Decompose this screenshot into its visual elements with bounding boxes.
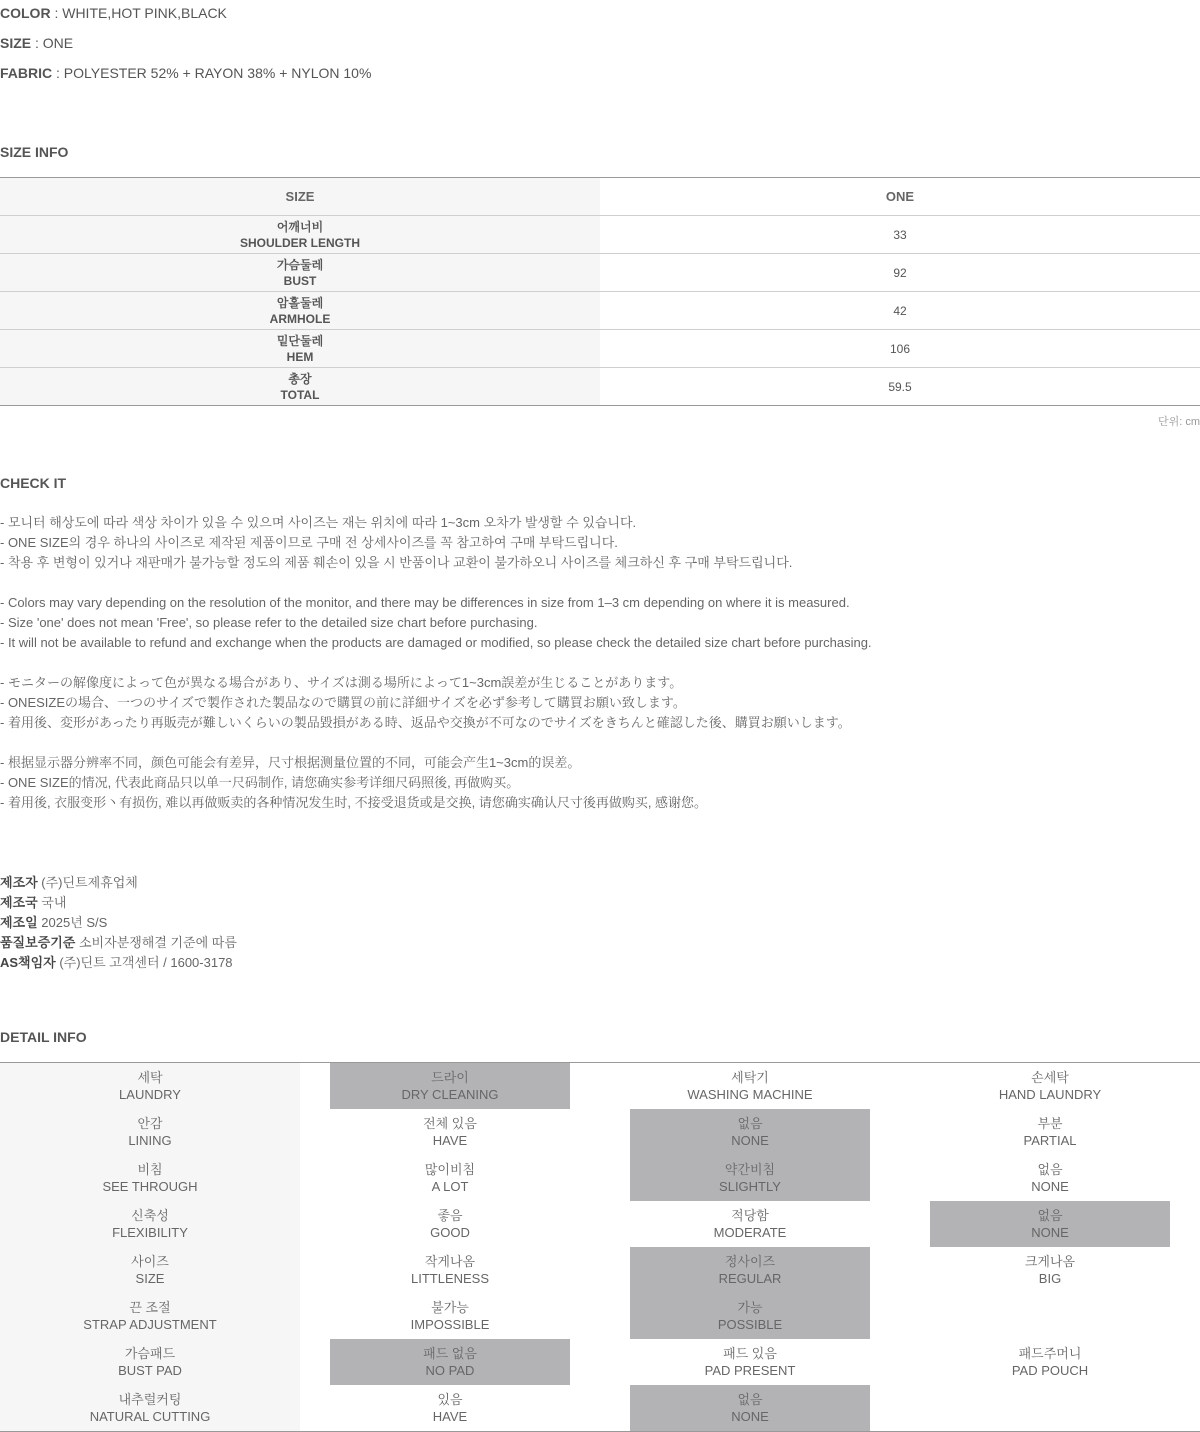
detail-row <box>0 1155 1200 1201</box>
size-header-value: ONE <box>600 178 1200 216</box>
check-it-notes <box>0 513 872 813</box>
maker-label: 제조국 <box>0 895 38 910</box>
detail-option <box>930 1063 1170 1109</box>
option-en: PAD PRESENT <box>704 1363 796 1378</box>
measure-en: TOTAL <box>280 387 320 402</box>
measure-value: 33 <box>600 216 1200 254</box>
note-line: - モニターの解像度によって色が異なる場合があり、サイズは測る場所によって1~3cm誤差が生じることがあります。 <box>0 675 683 690</box>
note-line: - 根据显示器分辨率不同，颜色可能会有差异，尺寸根据测量位置的不同，可能会产生1~3cm的误差。 <box>0 755 581 770</box>
measure-ko: 암홀둘레 <box>276 295 324 310</box>
detail-label <box>0 1201 300 1247</box>
detail-label-en: LAUNDRY <box>119 1087 181 1102</box>
measure-label <box>0 216 600 254</box>
spec-label: COLOR <box>0 5 51 21</box>
note-line: - 着用後、変形があったり再販売が難しいくらいの製品毀損がある時、返品や交換が不可なのでサイズをきちんと確認した後、購買お願いします。 <box>0 715 851 730</box>
note-line: - Colors may vary depending on the resolution of the monitor, and there may be differences in size from 1–3 cm depending on where it is measured. <box>0 595 850 610</box>
spec-label: SIZE <box>0 35 32 51</box>
option-ko: 없음 <box>737 1392 763 1407</box>
detail-label-en: NATURAL CUTTING <box>89 1409 211 1424</box>
size-table <box>0 177 1200 406</box>
detail-label-en: LINING <box>128 1133 172 1148</box>
detail-label-ko: 사이즈 <box>131 1254 169 1269</box>
detail-row <box>0 1339 1200 1385</box>
option-ko: 많이비침 <box>424 1162 476 1177</box>
detail-option <box>930 1247 1170 1293</box>
detail-label <box>0 1155 300 1201</box>
maker-value: 소비자분쟁해결 기준에 따름 <box>75 935 237 950</box>
maker-value: (주)딘트제휴업체 <box>37 875 138 890</box>
detail-row <box>0 1109 1200 1155</box>
option-en: LITTLENESS <box>410 1271 490 1286</box>
option-ko: 세탁기 <box>731 1070 769 1085</box>
option-ko: 전체 있음 <box>423 1116 477 1131</box>
detail-option <box>630 1109 870 1155</box>
detail-info-title: DETAIL INFO <box>0 1029 87 1045</box>
detail-label-ko: 내추럴커팅 <box>118 1392 182 1407</box>
spec-color <box>0 3 227 23</box>
detail-label-ko: 끈 조절 <box>129 1300 171 1315</box>
detail-label <box>0 1385 300 1431</box>
option-ko: 부분 <box>1037 1116 1063 1131</box>
maker-row <box>0 913 237 933</box>
option-ko: 불가능 <box>431 1300 469 1315</box>
option-ko: 패드 없음 <box>423 1346 477 1361</box>
measure-ko: 총장 <box>288 371 312 386</box>
note-line: - Size 'one' does not mean 'Free', so please refer to the detailed size chart before purchasing. <box>0 615 538 630</box>
detail-label <box>0 1339 300 1385</box>
option-en: HAVE <box>432 1133 468 1148</box>
option-ko: 약간비침 <box>724 1162 776 1177</box>
option-en: BIG <box>1038 1271 1062 1286</box>
option-en: PARTIAL <box>1023 1133 1077 1148</box>
option-ko: 크게나옴 <box>1024 1254 1076 1269</box>
detail-option <box>930 1109 1170 1155</box>
size-row <box>0 254 1200 292</box>
maker-value: 2025년 S/S <box>37 915 108 930</box>
detail-row <box>0 1293 1200 1339</box>
option-en: NONE <box>731 1133 769 1148</box>
measure-label <box>0 292 600 330</box>
spec-value: : WHITE,HOT PINK,BLACK <box>50 5 227 21</box>
detail-option <box>630 1247 870 1293</box>
detail-option <box>330 1247 570 1293</box>
detail-row <box>0 1201 1200 1247</box>
measure-value: 106 <box>600 330 1200 368</box>
measure-label <box>0 254 600 292</box>
size-row <box>0 292 1200 330</box>
detail-row <box>0 1385 1200 1431</box>
detail-label-ko: 비침 <box>137 1162 163 1177</box>
measure-ko: 밑단둘레 <box>276 333 324 348</box>
measure-ko: 가슴둘레 <box>276 257 324 272</box>
option-en: NONE <box>731 1409 769 1424</box>
note-line: - ONE SIZE的情况, 代表此商品只以单一尺码制作, 请您确实参考详细尺码照後, 再做购买。 <box>0 775 520 790</box>
maker-label: AS책임자 <box>0 955 56 970</box>
measure-value: 42 <box>600 292 1200 330</box>
measure-ko: 어깨너비 <box>276 219 324 234</box>
detail-label-ko: 세탁 <box>137 1070 163 1085</box>
detail-label-en: SEE THROUGH <box>102 1179 198 1194</box>
spec-size <box>0 33 73 53</box>
option-en: WASHING MACHINE <box>687 1087 813 1102</box>
maker-value: (주)딘트 고객센터 / 1600-3178 <box>55 955 233 970</box>
detail-row <box>0 1247 1200 1293</box>
size-row <box>0 216 1200 254</box>
option-ko: 정사이즈 <box>724 1254 776 1269</box>
size-header-label: SIZE <box>0 178 600 216</box>
option-ko: 없음 <box>1037 1162 1063 1177</box>
detail-option <box>630 1293 870 1339</box>
option-en: NO PAD <box>425 1363 475 1378</box>
option-en: IMPOSSIBLE <box>410 1317 490 1332</box>
detail-info-table <box>0 1062 1200 1432</box>
detail-label <box>0 1247 300 1293</box>
note-line: - 着用後, 衣服变形丶有损伤, 难以再做贩卖的各种情况发生时, 不接受退货或是交换, 请您确实确认尺寸後再做购买, 感谢您。 <box>0 795 708 810</box>
note-line: - ONESIZEの場合、一つのサイズで製作された製品なので購買の前に詳細サイズを必ず参考して購買お願い致します。 <box>0 695 686 710</box>
option-ko: 없음 <box>737 1116 763 1131</box>
detail-label-en: STRAP ADJUSTMENT <box>83 1317 217 1332</box>
detail-option <box>330 1063 570 1109</box>
option-ko: 패드주머니 <box>1018 1346 1082 1361</box>
detail-label-en: BUST PAD <box>118 1363 182 1378</box>
detail-option <box>630 1155 870 1201</box>
option-en: NONE <box>1031 1179 1069 1194</box>
measure-value: 59.5 <box>600 368 1200 406</box>
detail-label <box>0 1063 300 1109</box>
note-line: - It will not be available to refund and exchange when the products are damaged or modified, so please check the detailed size chart before purchasing. <box>0 635 872 650</box>
note-line: - 착용 후 변형이 있거나 재판매가 불가능할 정도의 제품 훼손이 있을 시 반품이나 교환이 불가하오니 사이즈를 체크하신 후 구매 부탁드립니다. <box>0 555 793 570</box>
note-line: - ONE SIZE의 경우 하나의 사이즈로 제작된 제품이므로 구매 전 상세사이즈를 꼭 참고하여 구매 부탁드립니다. <box>0 535 618 550</box>
size-info-title: SIZE INFO <box>0 144 69 160</box>
option-en: DRY CLEANING <box>401 1087 499 1102</box>
maker-row <box>0 873 237 893</box>
measure-label <box>0 368 600 406</box>
spec-fabric <box>0 63 371 83</box>
option-en: A LOT <box>431 1179 469 1194</box>
maker-label: 제조일 <box>0 915 38 930</box>
measure-en: ARMHOLE <box>269 311 331 326</box>
detail-option <box>930 1201 1170 1247</box>
detail-label-en: FLEXIBILITY <box>112 1225 188 1240</box>
detail-option <box>630 1385 870 1431</box>
detail-option <box>330 1293 570 1339</box>
maker-label: 제조자 <box>0 875 38 890</box>
maker-row <box>0 893 237 913</box>
maker-info <box>0 873 237 973</box>
option-ko: 없음 <box>1037 1208 1063 1223</box>
measure-en: HEM <box>286 349 314 364</box>
detail-label <box>0 1293 300 1339</box>
option-en: POSSIBLE <box>717 1317 783 1332</box>
detail-label <box>0 1109 300 1155</box>
check-it-title: CHECK IT <box>0 475 67 491</box>
size-row <box>0 330 1200 368</box>
unit-note: 단위: cm <box>1157 416 1200 428</box>
detail-option <box>330 1339 570 1385</box>
maker-label: 품질보증기준 <box>0 935 76 950</box>
measure-en: BUST <box>283 273 317 288</box>
option-ko: 가능 <box>737 1300 763 1315</box>
detail-row <box>0 1063 1200 1109</box>
option-en: SLIGHTLY <box>719 1179 781 1194</box>
detail-option <box>930 1155 1170 1201</box>
option-en: PAD POUCH <box>1011 1363 1089 1378</box>
detail-label-ko: 가슴패드 <box>124 1346 176 1361</box>
detail-option <box>630 1339 870 1385</box>
size-table-header <box>0 178 1200 216</box>
option-en: HAVE <box>432 1409 468 1424</box>
detail-label-ko: 신축성 <box>131 1208 169 1223</box>
detail-label-en: SIZE <box>135 1271 165 1286</box>
detail-option <box>330 1385 570 1431</box>
option-en: GOOD <box>430 1225 470 1240</box>
measure-label <box>0 330 600 368</box>
spec-label: FABRIC <box>0 65 53 81</box>
option-ko: 적당함 <box>731 1208 769 1223</box>
option-ko: 드라이 <box>431 1070 469 1085</box>
spec-value: : POLYESTER 52% + RAYON 38% + NYLON 10% <box>52 65 372 81</box>
measure-en: SHOULDER LENGTH <box>240 235 360 250</box>
option-ko: 있음 <box>437 1392 463 1407</box>
option-en: NONE <box>1031 1225 1069 1240</box>
spec-value: : ONE <box>31 35 74 51</box>
detail-option <box>330 1109 570 1155</box>
option-ko: 손세탁 <box>1031 1070 1069 1085</box>
detail-option <box>930 1339 1170 1385</box>
measure-value: 92 <box>600 254 1200 292</box>
detail-option <box>630 1201 870 1247</box>
option-en: REGULAR <box>718 1271 782 1286</box>
option-en: MODERATE <box>713 1225 787 1240</box>
note-line: - 모니터 해상도에 따라 색상 차이가 있을 수 있으며 사이즈는 재는 위치에 따라 1~3cm 오차가 발생할 수 있습니다. <box>0 515 637 530</box>
detail-label-ko: 안감 <box>137 1116 163 1131</box>
maker-value: 국내 <box>37 895 67 910</box>
detail-option <box>630 1063 870 1109</box>
option-en: HAND LAUNDRY <box>998 1087 1102 1102</box>
option-ko: 작게나옴 <box>424 1254 476 1269</box>
maker-row <box>0 933 237 953</box>
detail-option <box>330 1201 570 1247</box>
option-ko: 좋음 <box>437 1208 463 1223</box>
maker-row <box>0 953 237 973</box>
option-ko: 패드 있음 <box>723 1346 777 1361</box>
detail-option <box>330 1155 570 1201</box>
size-row <box>0 368 1200 406</box>
